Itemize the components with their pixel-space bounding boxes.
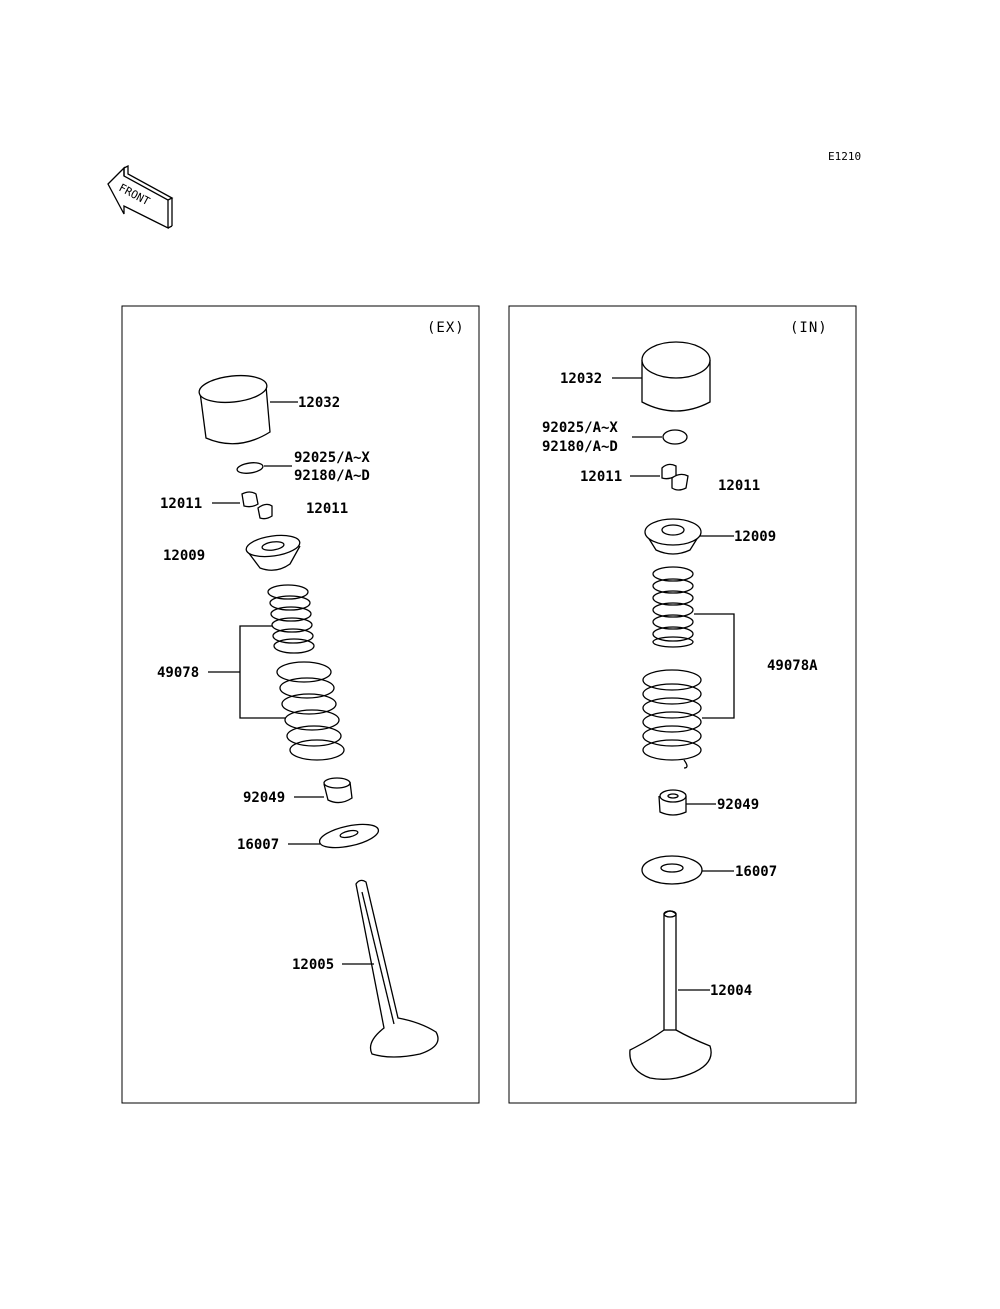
exhaust-outer-spring [277,662,344,760]
exhaust-retainer-label: 12009 [163,548,206,564]
exhaust-tappet-label: 12032 [298,395,341,411]
intake-seat [642,856,702,884]
exhaust-panel [122,306,479,1103]
intake-inner-spring [653,567,693,647]
exhaust-shim-label-a: 92025/A~X [294,450,370,466]
intake-keeper-label-left: 12011 [580,469,623,485]
front-label: FRONT [116,181,152,209]
exhaust-retainer [245,532,301,570]
exhaust-inner-spring [268,585,314,653]
intake-seat-label: 16007 [735,864,778,880]
exhaust-spring-label: 49078 [157,665,200,681]
exhaust-seat-label: 16007 [237,837,280,853]
diagram-code: E1210 [828,150,862,163]
front-arrow-icon [108,166,172,228]
exhaust-keeper-label-right: 12011 [306,501,349,517]
intake-valve-label: 12004 [710,983,753,999]
intake-panel [509,306,856,1103]
intake-shim-label-b: 92180/A~D [542,439,618,455]
exhaust-valve-label: 12005 [292,957,335,973]
intake-seal [659,790,686,815]
intake-spring-label: 49078A [767,658,818,674]
intake-shim [663,430,687,444]
exhaust-panel-frame [122,306,479,1103]
intake-seal-label: 92049 [717,797,760,813]
intake-shim-label-a: 92025/A~X [542,420,618,436]
exhaust-seal [324,778,352,803]
exhaust-shim-label-b: 92180/A~D [294,468,370,484]
intake-retainer [645,519,701,554]
exhaust-shim [236,461,263,475]
intake-tappet-label: 12032 [560,371,603,387]
intake-retainer-label: 12009 [734,529,777,545]
exhaust-keeper-label-left: 12011 [160,496,203,512]
intake-keeper-label-right: 12011 [718,478,761,494]
intake-outer-spring [643,670,701,768]
exhaust-tappet [198,373,270,444]
exhaust-seat [318,820,381,852]
intake-tappet [642,342,710,411]
exhaust-seal-label: 92049 [243,790,286,806]
intake-keepers [662,464,688,490]
intake-valve [630,911,711,1079]
exhaust-valve [356,880,438,1057]
exhaust-header: (EX) [427,320,465,336]
intake-header: (IN) [790,320,828,336]
exhaust-keepers [242,492,272,519]
